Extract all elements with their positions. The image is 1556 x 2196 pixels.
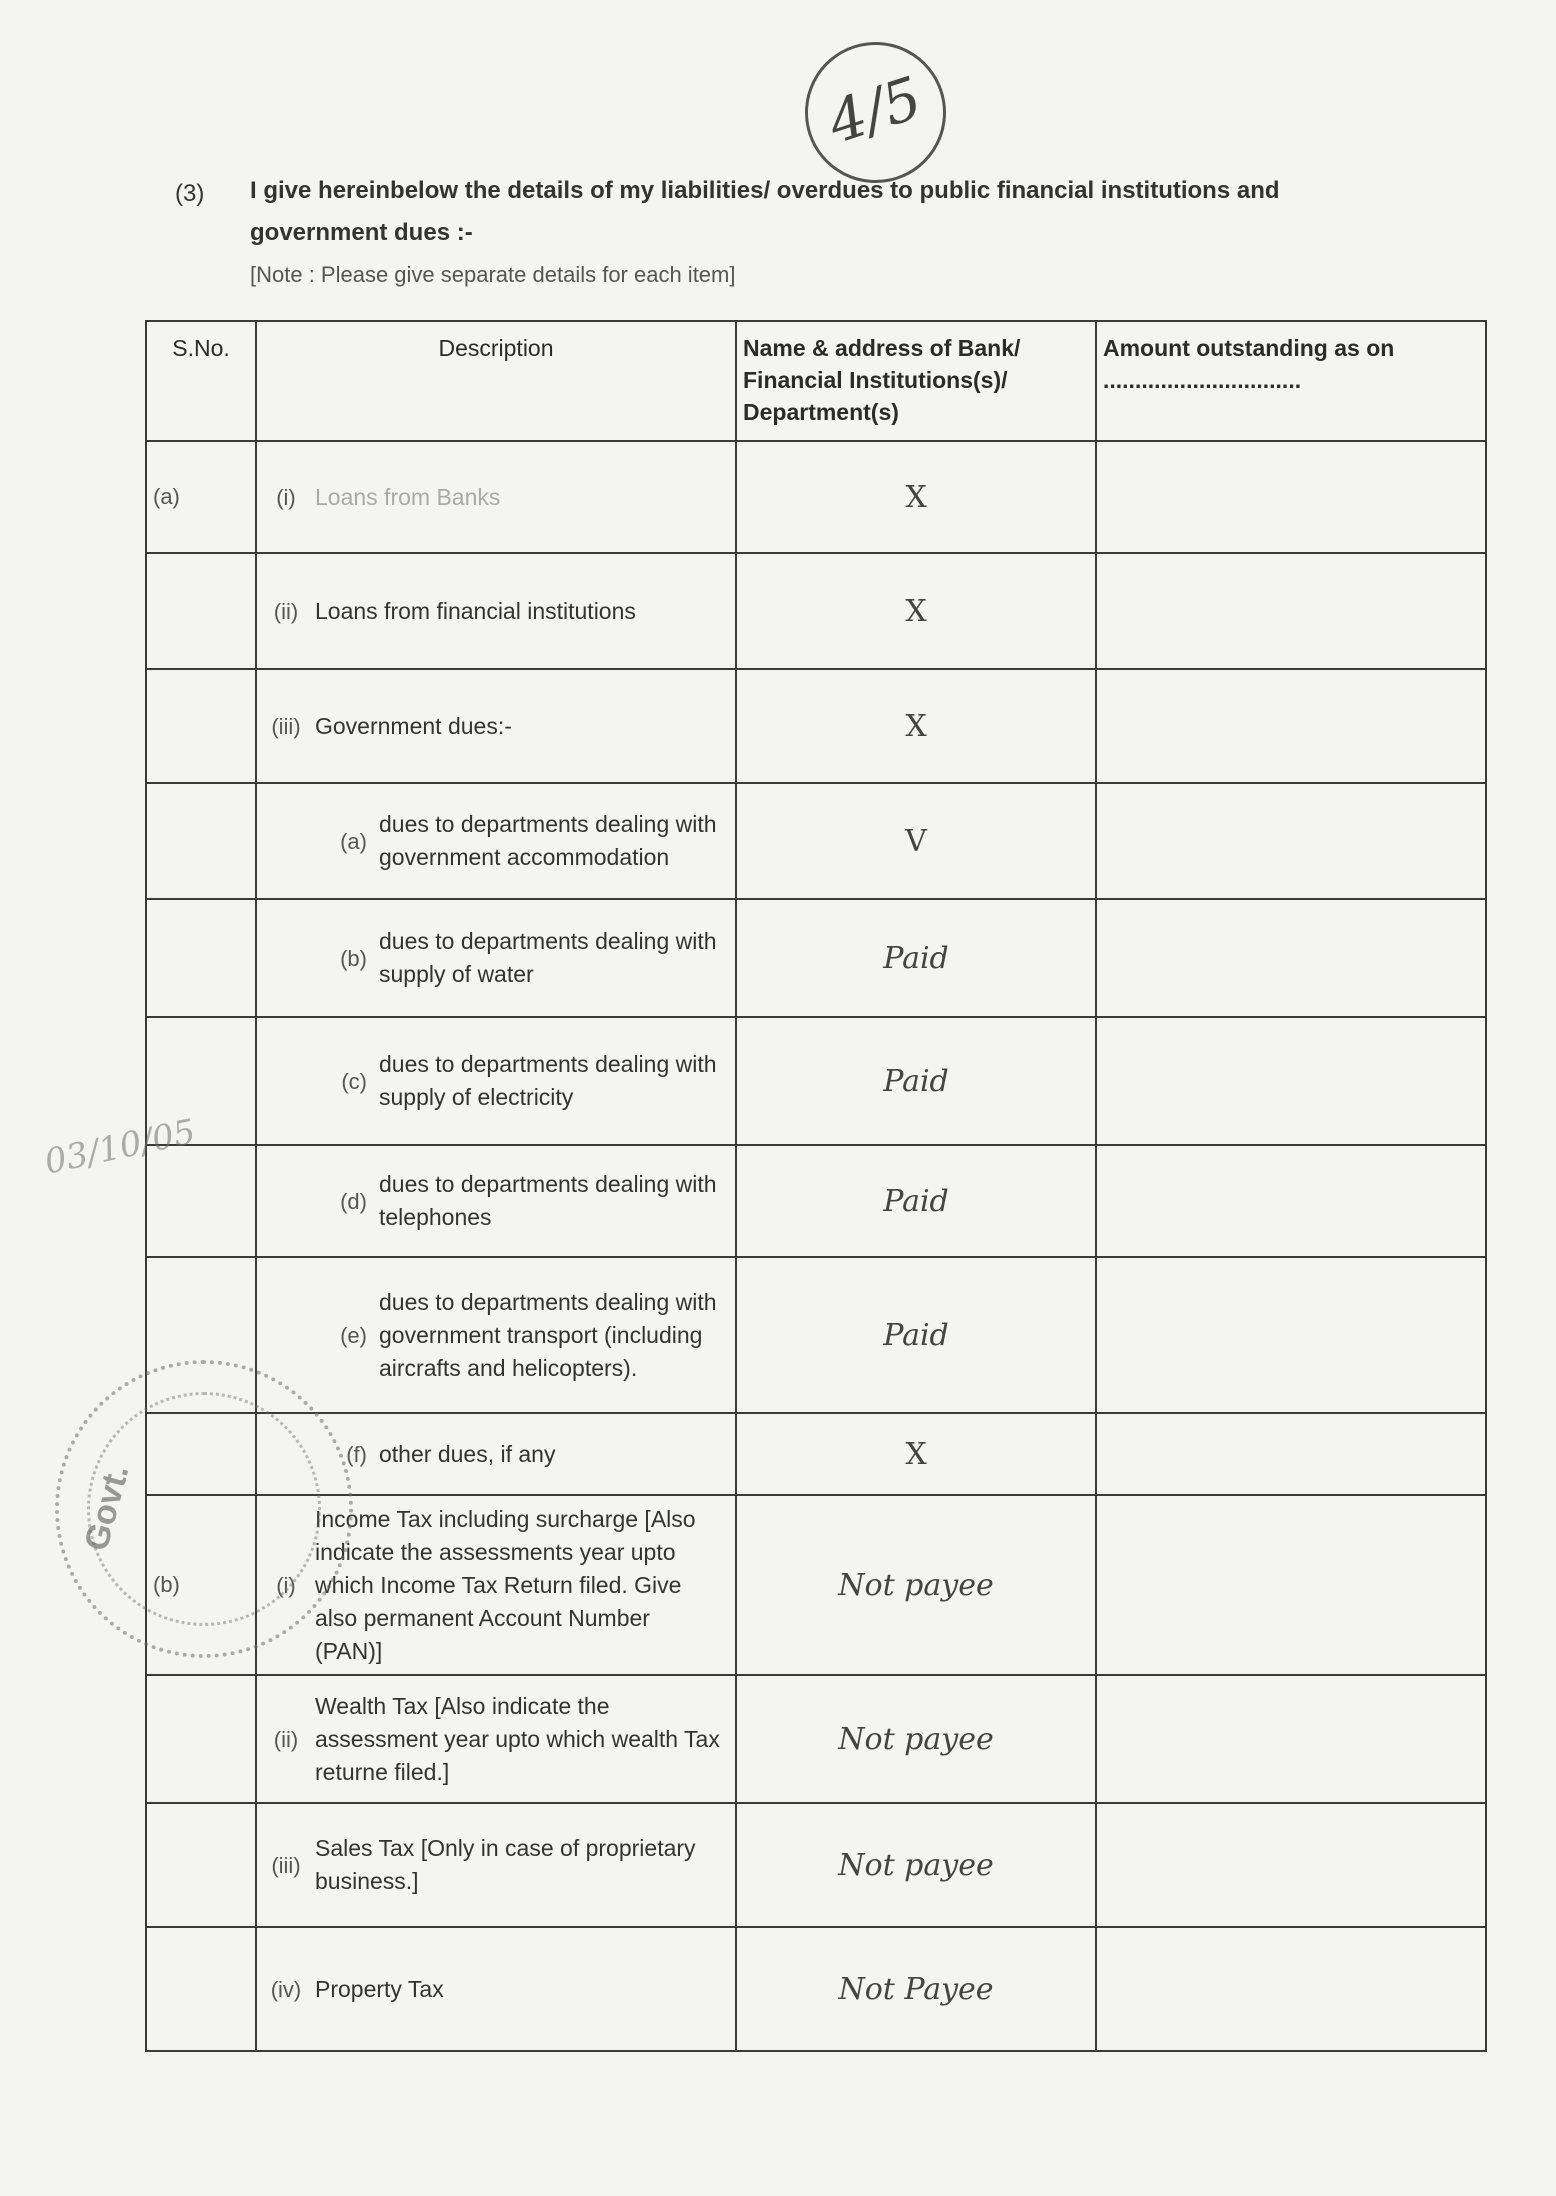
- handwritten-entry: Paid: [883, 1063, 949, 1099]
- item-marker: (b): [340, 945, 367, 971]
- cell-description: [256, 899, 736, 1017]
- cell-sno: (a): [146, 441, 256, 553]
- cell-sno: [146, 783, 256, 899]
- item-description: other dues, if any: [379, 1441, 556, 1468]
- item-description: Sales Tax [Only in case of proprietary business.]: [315, 1835, 696, 1894]
- cell-amount: [1096, 1675, 1486, 1803]
- cell-bank: [736, 669, 1096, 783]
- handwritten-entry: X: [905, 1436, 927, 1472]
- official-seal: [55, 1360, 353, 1658]
- cell-description: [256, 553, 736, 669]
- item-description: dues to departments dealing with telephones: [379, 1171, 717, 1230]
- cell-amount: [1096, 783, 1486, 899]
- cell-sno: [146, 1927, 256, 2051]
- item-description: dues to departments dealing with government transport (including aircrafts and helicopters).: [379, 1288, 717, 1381]
- table-row: [146, 553, 1486, 669]
- cell-description: [256, 669, 736, 783]
- table-row: [146, 669, 1486, 783]
- item-marker: (iii): [271, 714, 301, 740]
- cell-bank: [736, 1017, 1096, 1145]
- item-marker: (iii): [271, 1852, 301, 1878]
- table-header-row: [146, 321, 1486, 441]
- cell-bank: [736, 1675, 1096, 1803]
- cell-bank: [736, 1495, 1096, 1675]
- table-row: [146, 1927, 1486, 2051]
- cell-bank: [736, 1927, 1096, 2051]
- instruction-note: [Note : Please give separate details for each item]: [250, 262, 736, 287]
- cell-bank: [736, 783, 1096, 899]
- cell-description: [256, 1675, 736, 1803]
- cell-sno: [146, 1675, 256, 1803]
- handwritten-entry: Not Payee: [838, 1971, 994, 2007]
- cell-sno: [146, 1803, 256, 1927]
- page-number-circle: 4/5: [787, 24, 965, 202]
- paragraph-number: (3): [175, 180, 205, 207]
- cell-description: [256, 1927, 736, 2051]
- table-row: [146, 1803, 1486, 1927]
- cell-amount: [1096, 1927, 1486, 2051]
- table-row: [146, 441, 1486, 553]
- item-description: Government dues:-: [315, 713, 512, 740]
- item-marker: (i): [276, 485, 296, 511]
- table-row: [146, 899, 1486, 1017]
- item-description: Loans from financial institutions: [315, 598, 636, 625]
- stamp-date: 03/10/05: [41, 1111, 199, 1183]
- cell-amount: [1096, 899, 1486, 1017]
- cell-description: [256, 783, 736, 899]
- cell-amount: [1096, 553, 1486, 669]
- cell-description: [256, 1803, 736, 1927]
- handwritten-entry: Not payee: [838, 1567, 994, 1603]
- column-header-sno: S.No.: [146, 321, 256, 441]
- handwritten-entry: Paid: [883, 940, 949, 976]
- handwritten-entry: Paid: [883, 1183, 949, 1219]
- item-description: Income Tax including surcharge [Also indicate the assessments year upto which Income Tax Return filed. Give also permanent Account Number (PAN)]: [315, 1505, 696, 1664]
- handwritten-entry: V: [905, 823, 927, 859]
- cell-amount: [1096, 1145, 1486, 1257]
- cell-description: [256, 441, 736, 553]
- item-marker: (ii): [273, 599, 299, 625]
- item-marker: (c): [341, 1068, 367, 1094]
- item-marker: (ii): [273, 1726, 299, 1752]
- item-description: Loans from Banks: [315, 484, 501, 511]
- cell-amount: [1096, 441, 1486, 553]
- item-description: dues to departments dealing with supply of water: [379, 928, 717, 987]
- cell-bank: [736, 1803, 1096, 1927]
- cell-sno: [146, 669, 256, 783]
- cell-amount: [1096, 1495, 1486, 1675]
- item-marker: (a): [340, 828, 367, 854]
- item-marker: (d): [340, 1188, 367, 1214]
- cell-sno: (b): [146, 1495, 256, 1675]
- item-marker: (iv): [270, 1977, 302, 2003]
- column-header-bank: Name & address of Bank/ Financial Institutions(s)/ Department(s): [736, 321, 1096, 441]
- cell-amount: [1096, 1413, 1486, 1495]
- cell-sno: [146, 899, 256, 1017]
- handwritten-entry: X: [905, 708, 927, 744]
- item-marker: (e): [340, 1322, 367, 1348]
- cell-bank: [736, 441, 1096, 553]
- cell-bank: [736, 1413, 1096, 1495]
- cell-amount: [1096, 1257, 1486, 1413]
- handwritten-entry: Not payee: [838, 1721, 994, 1757]
- cell-bank: [736, 1257, 1096, 1413]
- table-row: [146, 783, 1486, 899]
- cell-sno: [146, 553, 256, 669]
- handwritten-entry: X: [905, 593, 927, 629]
- seal-text: Govt.: [77, 1460, 137, 1555]
- item-description: dues to departments dealing with supply of electricity: [379, 1051, 717, 1110]
- item-marker: (i): [276, 1572, 296, 1598]
- column-header-description: Description: [256, 321, 736, 441]
- cell-amount: [1096, 669, 1486, 783]
- cell-bank: [736, 1145, 1096, 1257]
- item-description: dues to departments dealing with government accommodation: [379, 811, 717, 870]
- table-row: [146, 1675, 1486, 1803]
- cell-amount: [1096, 1017, 1486, 1145]
- cell-amount: [1096, 1803, 1486, 1927]
- handwritten-entry: X: [905, 479, 927, 515]
- cell-bank: [736, 899, 1096, 1017]
- item-marker: (f): [346, 1442, 367, 1468]
- cell-bank: [736, 553, 1096, 669]
- paragraph-heading: I give hereinbelow the details of my liabilities/ overdues to public financial institutions and government dues :-: [250, 177, 1280, 246]
- handwritten-entry: Paid: [883, 1317, 949, 1353]
- column-header-amount: Amount outstanding as on ...............................: [1096, 321, 1486, 441]
- handwritten-entry: Not payee: [838, 1847, 994, 1883]
- item-description: Property Tax: [315, 1976, 444, 2003]
- item-description: Wealth Tax [Also indicate the assessment year upto which wealth Tax returne filed.]: [315, 1692, 720, 1785]
